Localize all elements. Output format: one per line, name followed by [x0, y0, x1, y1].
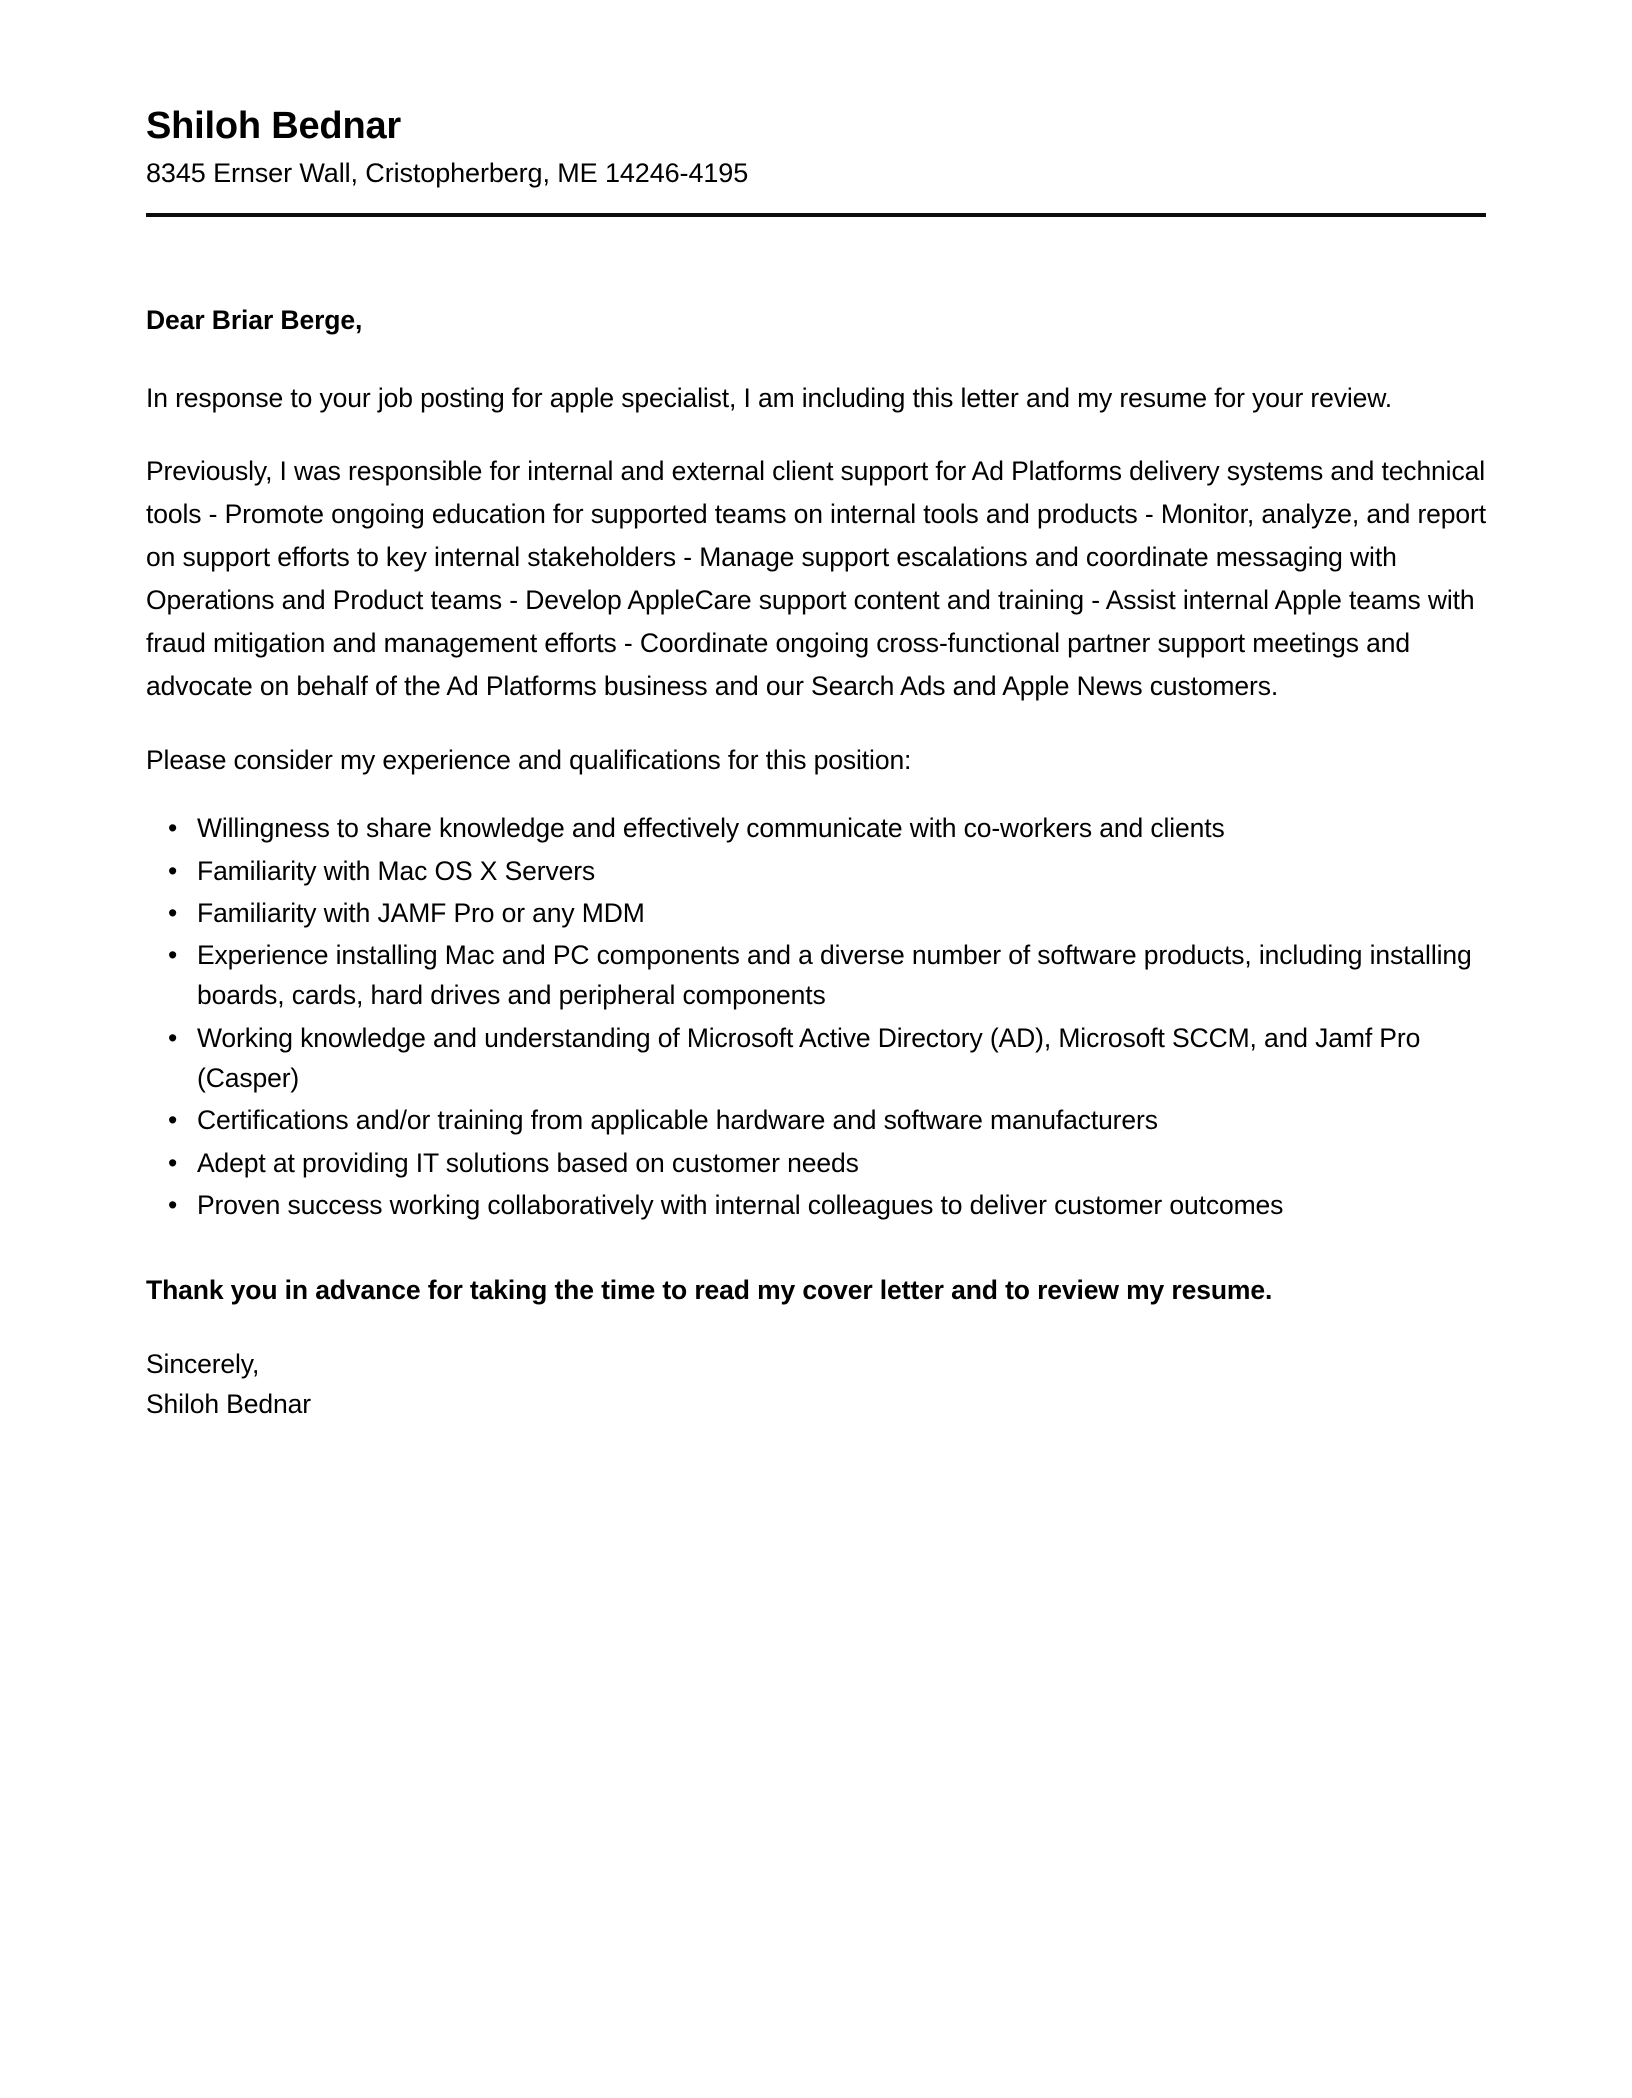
qualifications-list	[146, 808, 1486, 1225]
sender-name: Shiloh Bednar	[146, 105, 401, 147]
bullet-icon: •	[168, 1189, 178, 1220]
list-item	[146, 1100, 1486, 1140]
experience-paragraph: Previously, I was responsible for internal and external client support for Ad Platforms delivery systems and technical tools - Promote ongoing education for supported teams on internal tools and products - Monitor, analyze, and report on support efforts to key internal stakeholders - Manage support escalations and coordinate messaging with Operations and Product teams - Develop AppleCare support content and training - Assist internal Apple teams with fraud mitigation and management efforts - Coordinate ongoing cross-functional partner support meetings and advocate on behalf of the Ad Platforms business and our Search Ads and Apple News customers.	[146, 455, 1486, 701]
signoff-name: Shiloh Bednar	[146, 1388, 311, 1419]
salutation: Dear Briar Berge,	[146, 304, 363, 335]
bullet-icon: •	[168, 897, 178, 928]
list-item	[146, 851, 1486, 891]
list-item	[146, 893, 1486, 933]
bullet-icon: •	[168, 1147, 178, 1178]
list-item	[146, 808, 1486, 848]
intro-paragraph: In response to your job posting for apple specialist, I am including this letter and my resume for your review.	[146, 383, 1393, 413]
letter-content	[146, 104, 1486, 1424]
signoff-word: Sincerely,	[146, 1348, 260, 1379]
letter-body	[146, 301, 1486, 1425]
closing-thanks: Thank you in advance for taking the time to read my cover letter and to review my resume.	[146, 1275, 1273, 1306]
list-item	[146, 935, 1486, 1016]
bullet-icon: •	[168, 1105, 178, 1136]
bullet-icon: •	[168, 940, 178, 971]
list-item-label: Familiarity with Mac OS X Servers	[197, 855, 596, 886]
list-item	[146, 1143, 1486, 1183]
consider-paragraph: Please consider my experience and qualifications for this position:	[146, 745, 912, 776]
bullet-icon: •	[168, 813, 178, 844]
signature-block	[146, 1345, 1486, 1425]
list-item-label: Working knowledge and understanding of Microsoft Active Directory (AD), Microsoft SCCM, and Jamf Pro (Casper)	[197, 1022, 1421, 1093]
sender-address: 8345 Ernser Wall, Cristopherberg, ME 14246-4195	[146, 157, 749, 188]
list-item-label: Proven success working collaboratively with internal colleagues to deliver customer outcomes	[197, 1189, 1284, 1220]
list-item-label: Experience installing Mac and PC components and a diverse number of software products, including installing boards, cards, hard drives and peripheral components	[197, 940, 1472, 1011]
list-item-label: Familiarity with JAMF Pro or any MDM	[197, 897, 645, 928]
list-item-label: Willingness to share knowledge and effectively communicate with co-workers and clients	[197, 813, 1225, 844]
list-item-label: Adept at providing IT solutions based on customer needs	[197, 1147, 859, 1178]
bullet-icon: •	[168, 1022, 178, 1053]
bullet-icon: •	[168, 855, 178, 886]
list-item	[146, 1018, 1486, 1099]
list-item	[146, 1185, 1486, 1225]
list-item-label: Certifications and/or training from applicable hardware and software manufacturers	[197, 1105, 1158, 1136]
letter-header	[146, 104, 1486, 217]
header-divider-rule	[146, 213, 1486, 217]
